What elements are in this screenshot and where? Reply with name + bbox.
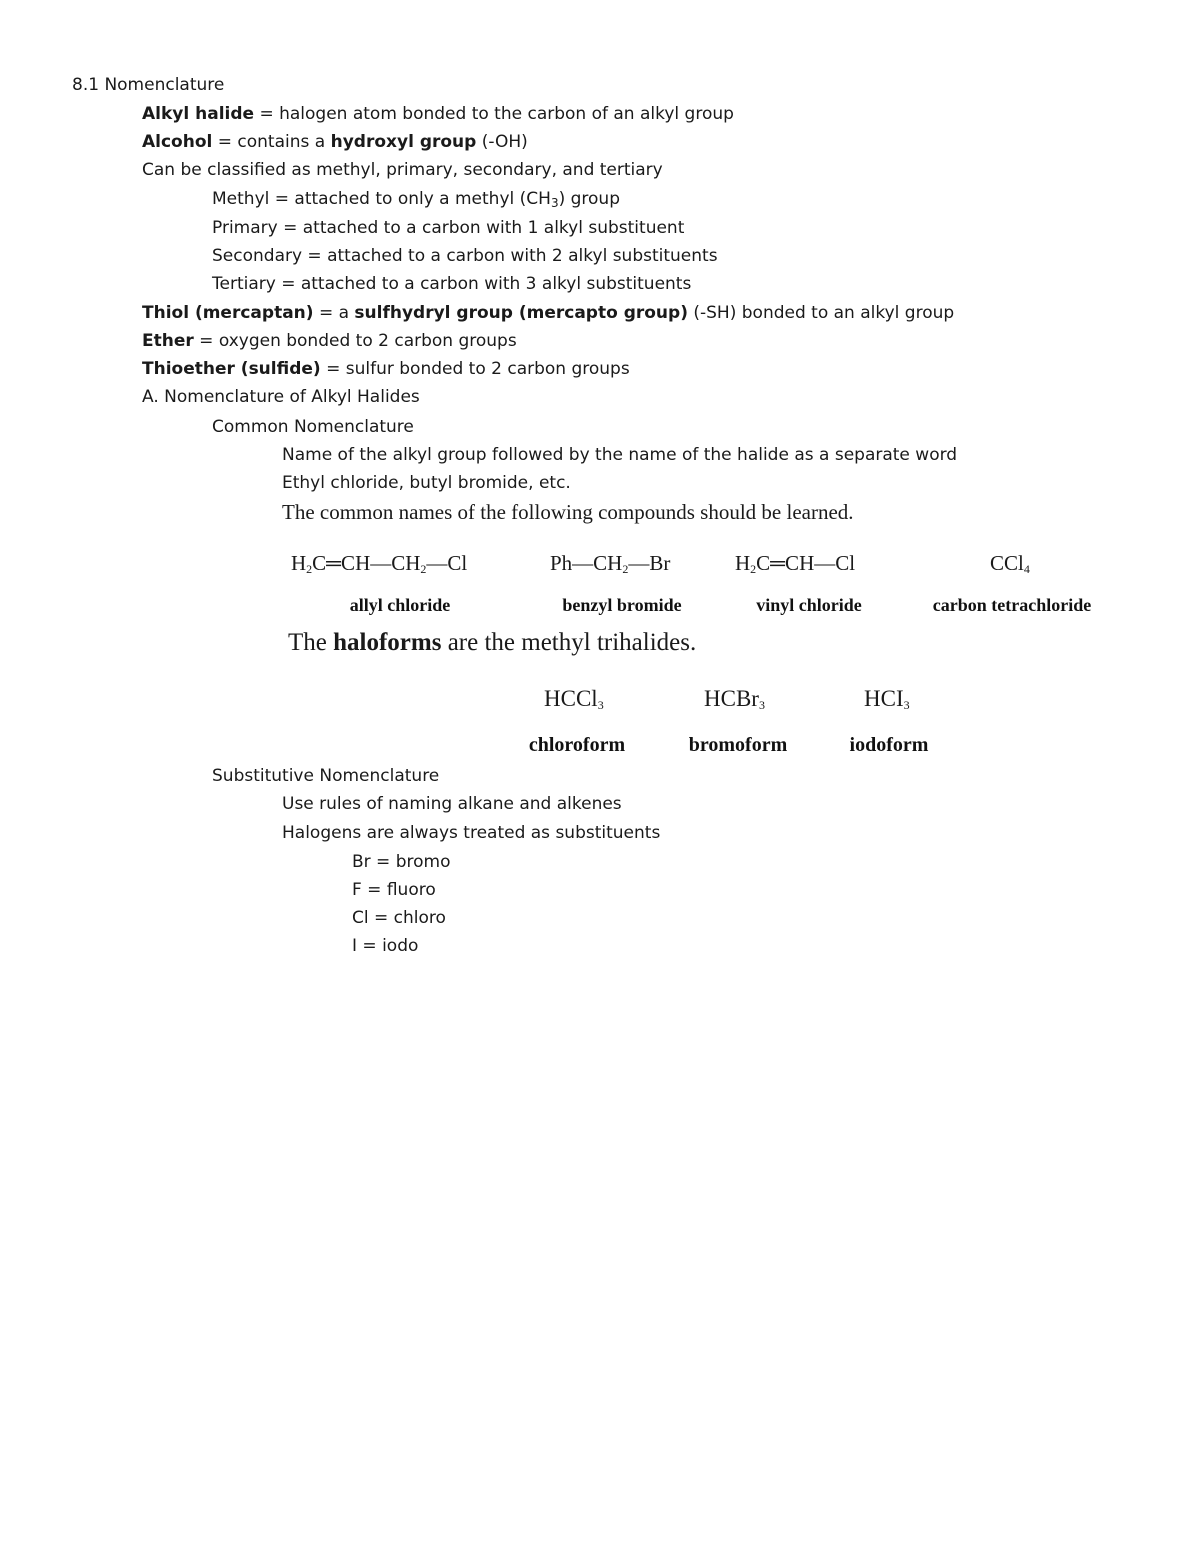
haloform-name: chloroform [528,734,626,756]
term-alkyl-halide: Alkyl halide [142,104,255,124]
subsection-a-heading: A. Nomenclature of Alkyl Halides [142,387,420,407]
substitutive-nomenclature-heading: Substitutive Nomenclature [212,766,440,786]
formula-allyl-chloride: $H_2C═CH—CH_2—Cl$ [291,551,468,576]
haloforms-sentence: The haloforms are the methyl trihalides. [288,629,697,656]
common-nomenclature-heading: Common Nomenclature [212,417,414,437]
definition-text: = halogen atom bonded to the carbon of an alkyl group [254,104,734,124]
halogen-prefix: F = fluoro [352,880,436,900]
formula-bromoform: HCBr$_3$ [704,686,765,712]
common-nomenclature-rule: Name of the alkyl group followed by the name of the halide as a separate word [282,445,958,465]
term-thioether: Thioether (sulfide) [142,359,321,379]
formula-chloroform: HCCl$_3$ [544,686,604,712]
definition-text: = oxygen bonded to 2 carbon groups [193,331,517,351]
term-sulfhydryl-group: sulfhydryl group (mercapto group) [354,303,688,323]
section-title: 8.1 Nomenclature [72,75,225,95]
methyl-line [212,188,620,210]
methyl-subscript: 3 [550,196,559,210]
formula-iodoform: $HCI_3$ [864,686,910,712]
definition-thioether [142,358,630,380]
definition-thiol [142,302,954,324]
halogen-prefix: Cl = chloro [352,908,446,928]
formula-vinyl-chloride: $H_2C═CH—Cl$ [735,551,856,576]
definition-text: (-SH) bonded to an alkyl group [687,303,955,323]
compound-name: allyl chloride [349,595,451,615]
definition-alcohol [142,131,528,153]
common-names-note: The common names of the following compounds should be learned. [282,500,854,524]
compound-name: carbon tetrachloride [932,595,1092,615]
compound-name: benzyl bromide [562,595,682,615]
halogen-prefix: Br = bromo [352,852,451,872]
term-hydroxyl-group: hydroxyl group [330,132,477,152]
substitutive-rule: Use rules of naming alkane and alkenes [282,794,622,814]
definition-text: = contains a [212,132,331,152]
haloform-name: iodoform [849,734,929,756]
definition-alkyl-halide [142,103,734,125]
haloform-name: bromoform [688,734,788,756]
formula-benzyl-bromide: $Ph—CH_2—Br$ [550,551,671,576]
secondary-line: Secondary = attached to a carbon with 2 alkyl substituents [212,246,718,266]
term-thiol: Thiol (mercaptan) [142,303,314,323]
term-alcohol: Alcohol [142,132,213,152]
formula-carbon-tetrachloride: CCl$_4$ [990,551,1030,576]
term-ether: Ether [142,331,194,351]
definition-text: = sulfur bonded to 2 carbon groups [320,359,630,379]
tertiary-line: Tertiary = attached to a carbon with 3 alkyl substituents [212,274,692,294]
common-nomenclature-examples: Ethyl chloride, butyl bromide, etc. [282,473,571,493]
definition-text: (-OH) [476,132,528,152]
substitutive-rule: Halogens are always treated as substituents [282,823,661,843]
definition-text: = a [313,303,355,323]
definition-ether [142,330,517,352]
halogen-prefix: I = iodo [352,936,419,956]
primary-line: Primary = attached to a carbon with 1 alkyl substituent [212,218,685,238]
methyl-text-end: ) group [558,189,620,209]
compound-name: vinyl chloride [756,595,862,615]
methyl-text: Methyl = attached to only a methyl (CH [212,189,551,209]
classification-line: Can be classified as methyl, primary, secondary, and tertiary [142,160,663,180]
